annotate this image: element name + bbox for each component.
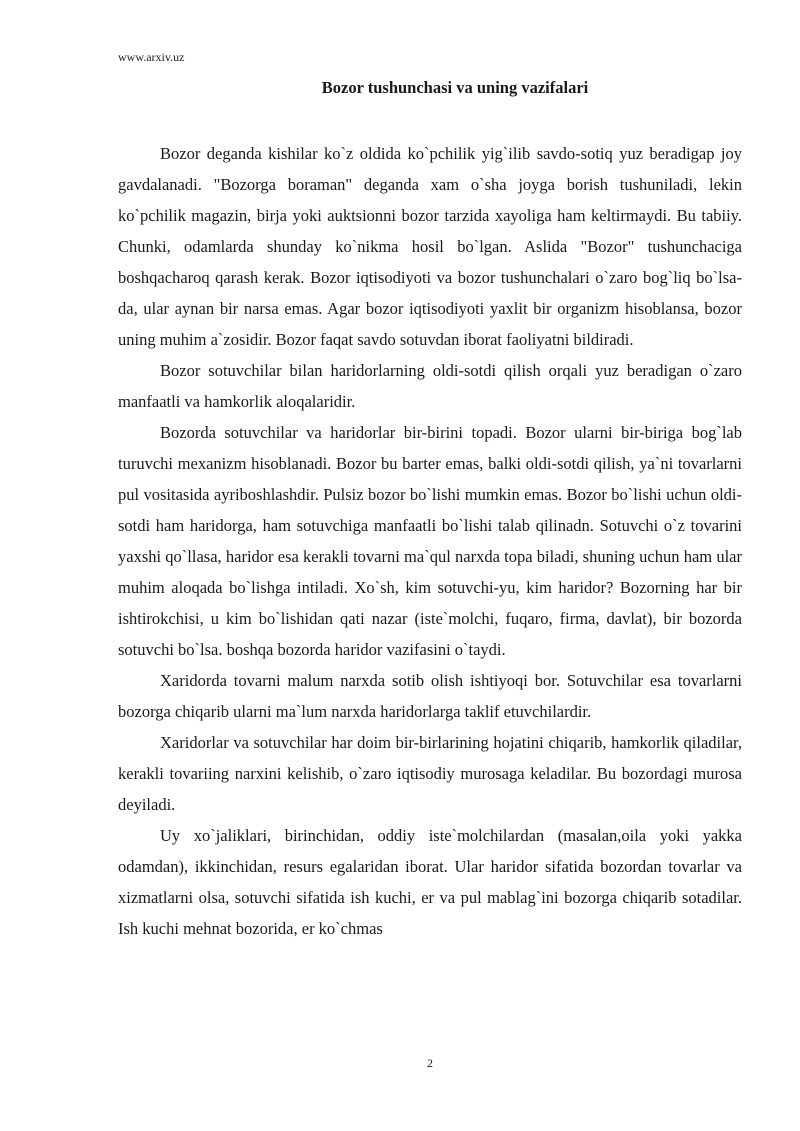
paragraph: Xaridorlar va sotuvchilar har doim bir-birlarining hojatini chiqarib, hamkorlik qiladilar, kerakli tovariing narxini kelishib, o`zaro iqtisodiy murosaga keladilar. Bu bozordagi murosa deyiladi. <box>118 733 742 814</box>
site-url: www.arxiv.uz <box>118 50 185 64</box>
paragraph: Bozorda sotuvchilar va haridorlar bir-birini topadi. Bozor ularni bir-biriga bog`lab turuvchi mexanizm hisoblanadi. Bozor bu barter emas, balki oldi-sotdi qilish, ya`ni tovarlarni pul vositasida ayriboshlashdir. Pulsiz bozor bo`lishi mumkin emas. Bozor bo`lishi uchun oldi-sotdi ham haridorga, ham sotuvchiga manfaatli bo`lishi talab qilinadn. Sotuvchi o`z tovarini yaxshi qo`llasa, haridor esa kerakli tovarni ma`qul narxda topa biladi, shuning uchun ham ular muhim aloqada bo`lishga intiladi. Xo`sh, kim sotuvchi-yu, kim haridor? Bozorning har bir ishtirokchisi, u kim bo`lishidan qati nazar (iste`molchi, fuqaro, firma, davlat), bir bozorda sotuvchi bo`lsa. boshqa bozorda haridor vazifasini o`taydi. <box>118 423 742 659</box>
paragraph: Bozor sotuvchilar bilan haridorlarning oldi-sotdi qilish orqali yuz beradigan o`zaro manfaatli va hamkorlik aloqalaridir. <box>118 361 742 411</box>
paragraph: Uy xo`jaliklari, birinchidan, oddiy iste`molchilardan (masalan,oila yoki yakka odamdan), ikkinchidan, resurs egalaridan iborat. Ular haridor sifatida bozordan tovarlar va xizmatlarni olsa, sotuvchi sifatida ish kuchi, er va pul mablag`ini bozorga chiqarib sotadilar. Ish kuchi mehnat bozorida, er ko`chmas <box>118 826 742 938</box>
document-title: Bozor tushunchasi va uning vazifalari <box>321 78 589 97</box>
paragraph: Xaridorda tovarni malum narxda sotib olish ishtiyoqi bor. Sotuvchilar esa tovarlarni bozorga chiqarib ularni ma`lum narxda haridorlarga taklif etuvchilardir. <box>118 671 742 721</box>
page-number: 2 <box>427 1056 433 1070</box>
document-body <box>118 138 742 944</box>
paragraph: Bozor deganda kishilar ko`z oldida ko`pchilik yig`ilib savdo-sotiq yuz beradigap joy gavdalanadi. "Bozorga boraman" deganda xam o`sha joyga borish tushuniladi, lekin ko`pchilik magazin, birja yoki auktsionni bozor tarzida xayoliga ham keltirmaydi. Bu tabiiy. Chunki, odamlarda shunday ko`nikma hosil bo`lgan. Aslida "Bozor" tushunchaciga boshqacharoq qarash kerak. Bozor iqtisodiyoti va bozor tushunchalari o`zaro bog`liq bo`lsa-da, ular aynan bir narsa emas. Agar bozor iqtisodiyoti yaxlit bir organizm hisoblansa, bozor uning muhim a`zosidir. Bozor faqat savdo sotuvdan iborat faoliyatni bildiradi. <box>118 144 742 349</box>
